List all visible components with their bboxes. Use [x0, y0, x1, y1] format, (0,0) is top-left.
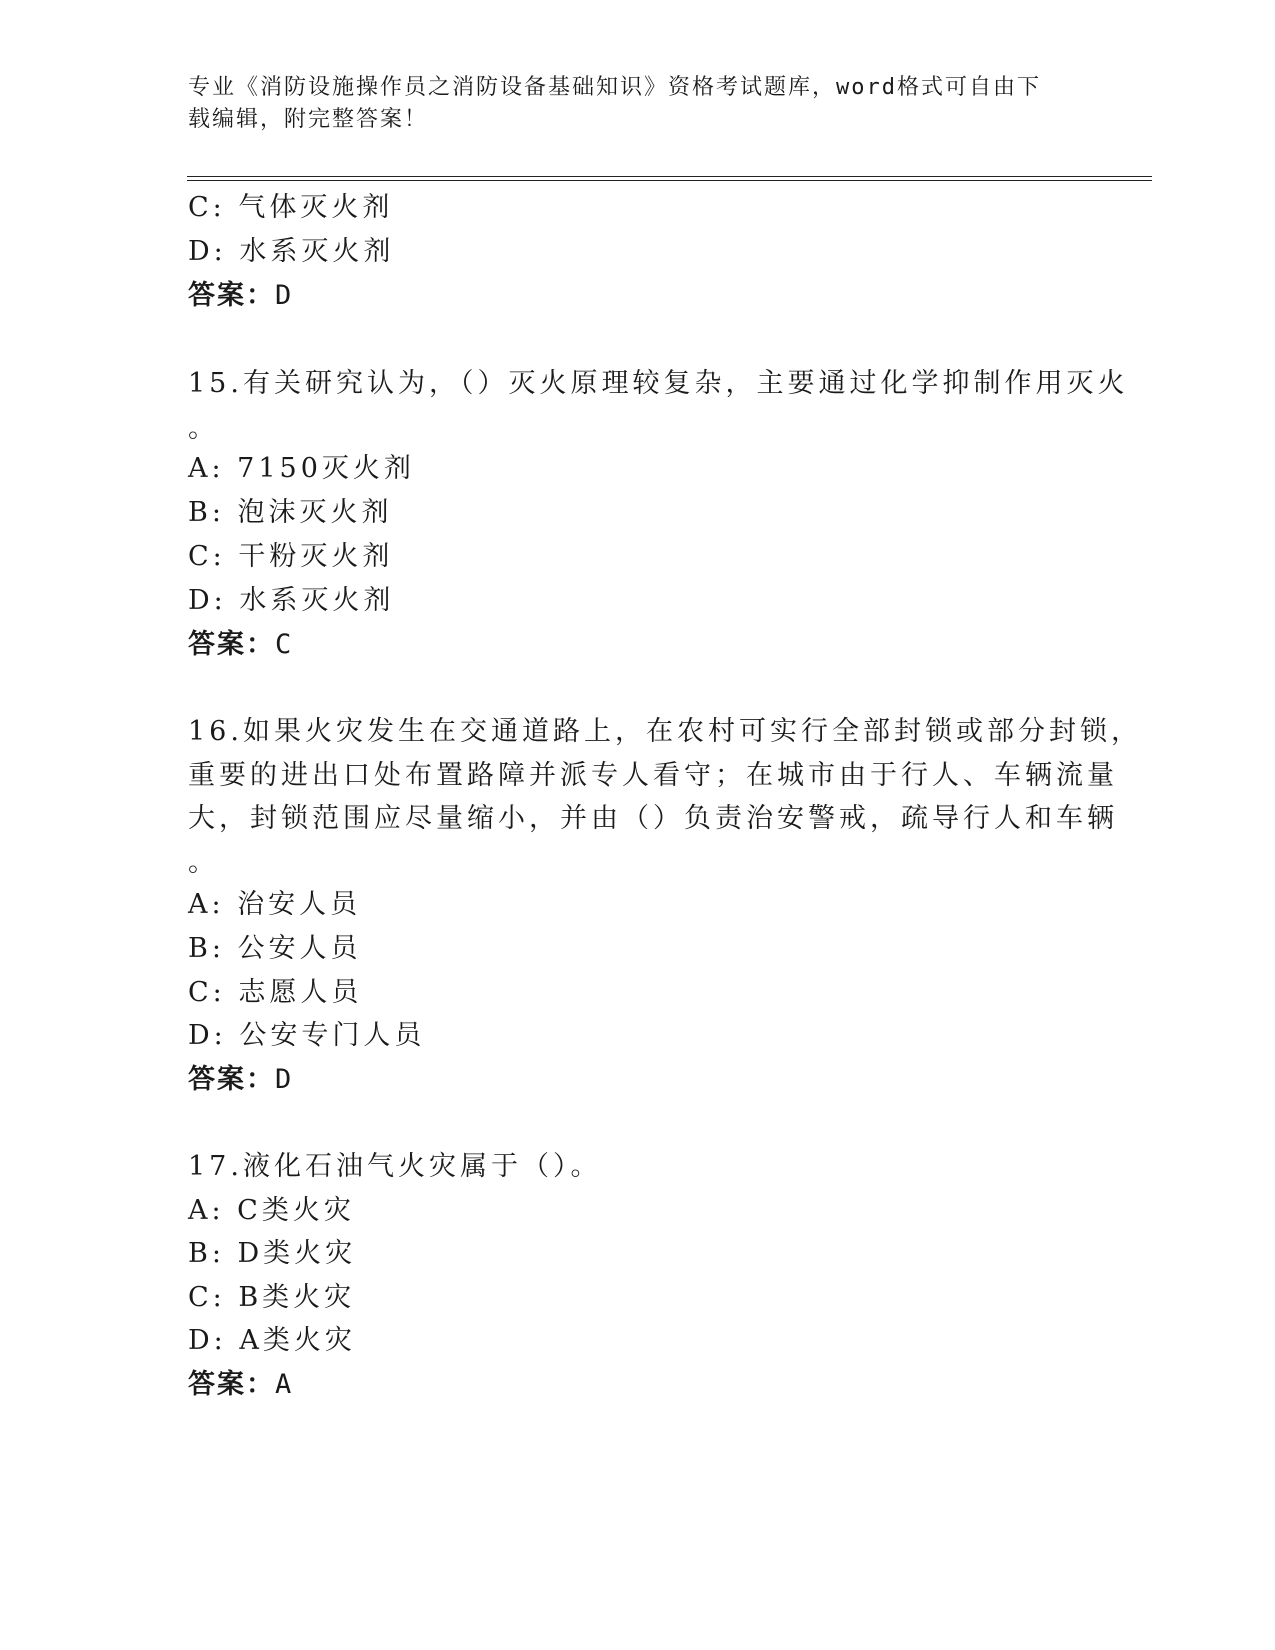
- q15-stem-line-1: 15.有关研究认为，（）灭火原理较复杂，主要通过化学抑制作用灭火: [188, 368, 1129, 399]
- answer-label: 答案：: [188, 629, 275, 660]
- answer-value: C: [275, 629, 294, 660]
- header-line-1: 专业《消防设施操作员之消防设备基础知识》资格考试题库，word格式可自由下: [188, 75, 1041, 100]
- q17-option-b: B: D类火灾: [188, 1238, 357, 1269]
- q15-answer: [188, 628, 293, 662]
- q14-answer: [188, 279, 293, 313]
- q16-option-a: A: 治安人员: [188, 889, 362, 920]
- q14-option-d: D: 水系灭火剂: [188, 236, 395, 267]
- q16-stem-line-3: 大，封锁范围应尽量缩小，并由（）负责治安警戒，疏导行人和车辆: [188, 803, 1118, 834]
- q15-stem-line-2: 。: [188, 413, 219, 444]
- header-divider-top: [187, 176, 1152, 177]
- answer-label: 答案：: [188, 1064, 275, 1095]
- q17-option-d: D: A类火灾: [188, 1325, 356, 1356]
- answer-value: A: [275, 1369, 294, 1400]
- q14-option-c: C: 气体灭火剂: [188, 192, 394, 223]
- q15-option-c: C: 干粉灭火剂: [188, 541, 394, 572]
- q17-option-a: A: C类火灾: [188, 1195, 355, 1226]
- q16-option-d: D: 公安专门人员: [188, 1020, 426, 1051]
- q16-stem-line-4: 。: [188, 847, 219, 878]
- q16-stem-line-1: 16.如果火灾发生在交通道路上，在农村可实行全部封锁或部分封锁，: [188, 716, 1142, 747]
- q15-option-a: A: 7150灭火剂: [188, 453, 415, 484]
- q15-option-b: B: 泡沫灭火剂: [188, 497, 393, 528]
- answer-value: D: [275, 280, 294, 311]
- q16-stem-line-2: 重要的进出口处布置路障并派专人看守；在城市由于行人、车辆流量: [188, 760, 1118, 791]
- answer-value: D: [275, 1064, 294, 1095]
- q16-option-c: C: 志愿人员: [188, 977, 363, 1008]
- header-line-2: 载编辑，附完整答案！: [188, 107, 429, 132]
- q16-answer: [188, 1063, 293, 1097]
- q16-option-b: B: 公安人员: [188, 933, 362, 964]
- q17-stem-line-1: 17.液化石油气火灾属于（）。: [188, 1151, 602, 1182]
- q15-option-d: D: 水系灭火剂: [188, 585, 395, 616]
- answer-label: 答案：: [188, 1369, 275, 1400]
- q17-answer: [188, 1368, 293, 1402]
- q17-option-c: C: B类火灾: [188, 1282, 356, 1313]
- document-header: [188, 72, 1068, 136]
- header-divider-bottom: [187, 180, 1152, 181]
- answer-label: 答案：: [188, 280, 275, 311]
